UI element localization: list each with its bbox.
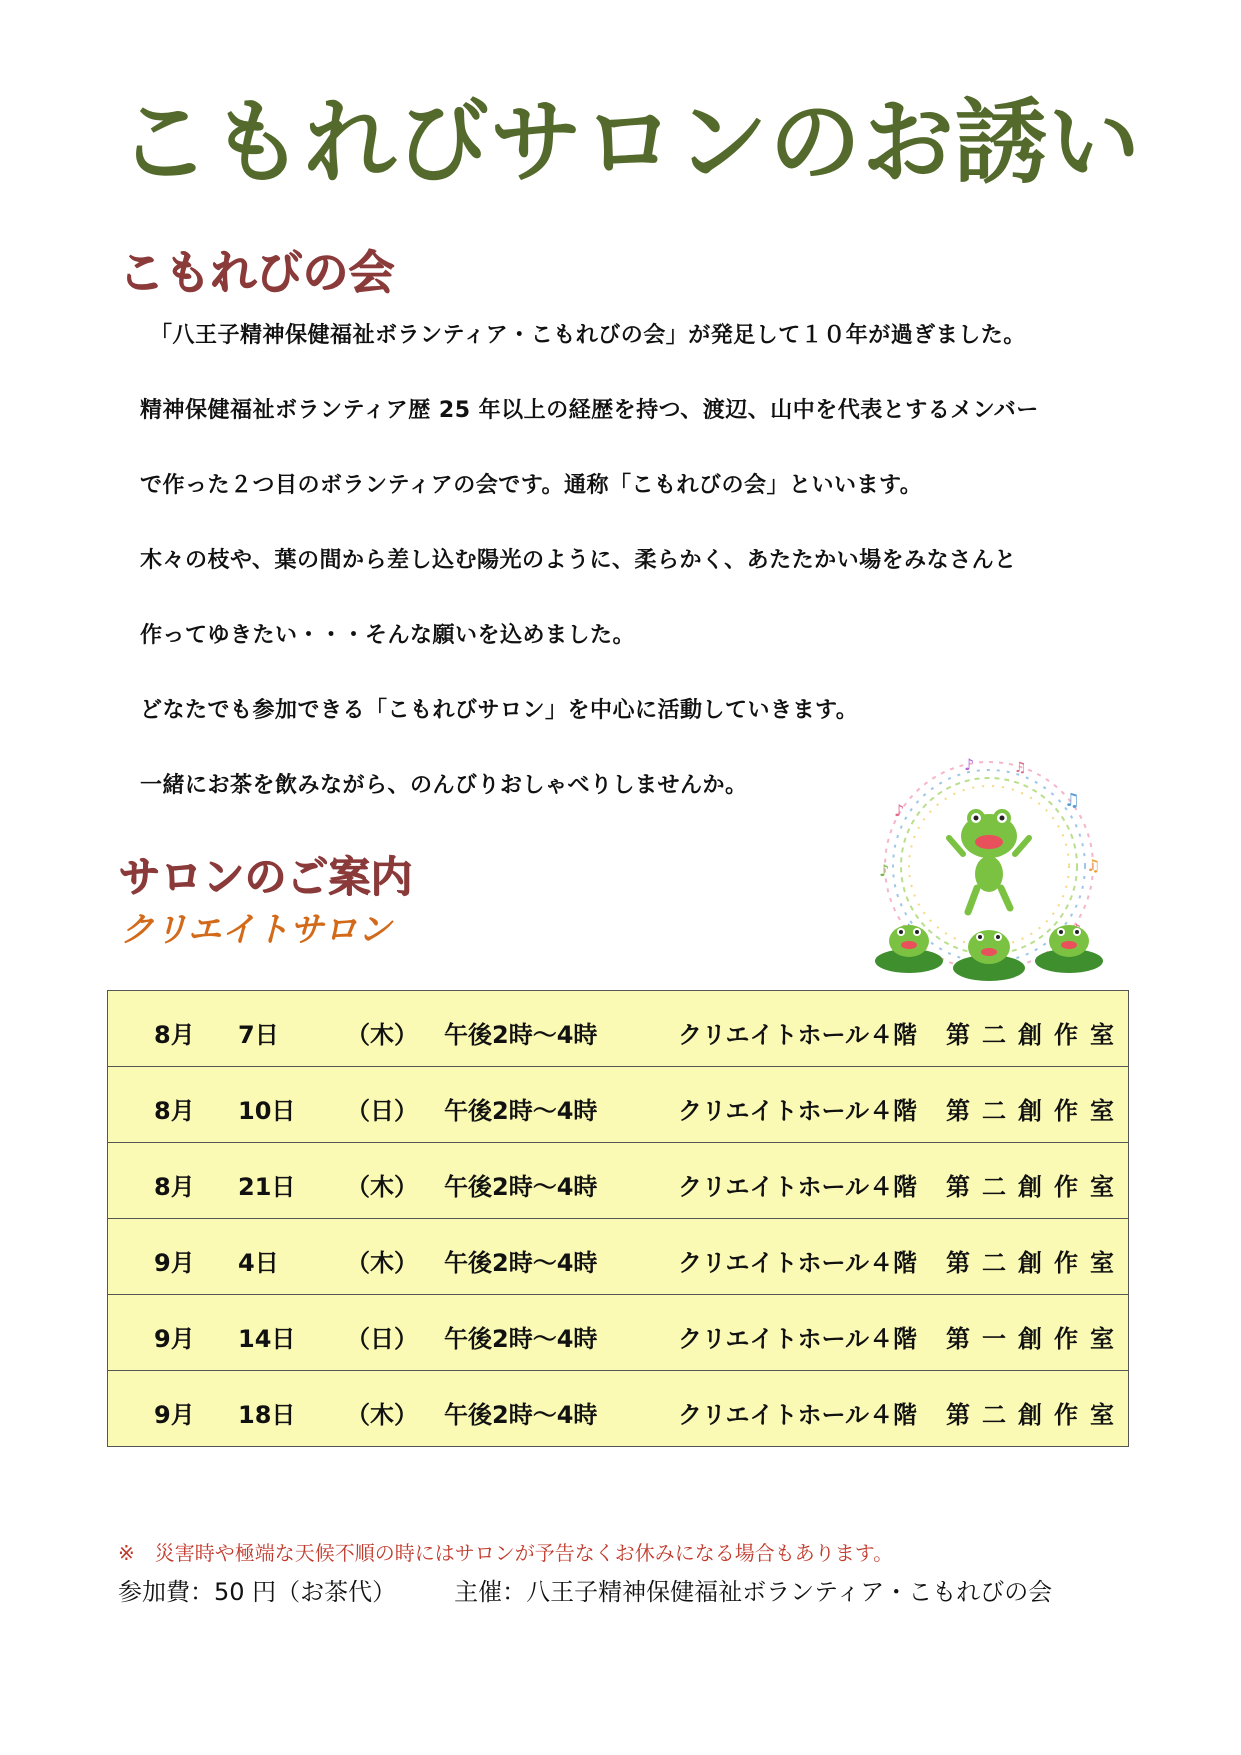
salon-subheading: クリエイトサロン xyxy=(120,910,392,950)
svg-text:♪: ♪ xyxy=(894,801,905,820)
schedule-weekday: （木） xyxy=(346,1249,418,1277)
schedule-place: クリエイトホール４階 xyxy=(678,1173,918,1201)
schedule-day: 4日 xyxy=(238,1249,279,1277)
schedule-room: 第二創作室 xyxy=(946,1097,1126,1125)
schedule-place: クリエイトホール４階 xyxy=(678,1401,918,1429)
disclaimer-note: ※ 災害時や極端な天候不順の時にはサロンが予告なくお休みになる場合もあります。 xyxy=(118,1541,894,1565)
schedule-weekday: （木） xyxy=(346,1021,418,1049)
table-row xyxy=(108,991,1129,1067)
svg-text:♫: ♫ xyxy=(1014,760,1027,776)
schedule-time: 午後2時～4時 xyxy=(444,1325,598,1353)
organizer-text: 主催：八王子精神保健福祉ボランティア・こもれびの会 xyxy=(454,1578,1053,1606)
schedule-weekday: （木） xyxy=(346,1401,418,1429)
salon-heading: サロンのご案内 xyxy=(118,852,413,901)
schedule-day: 14日 xyxy=(238,1325,296,1353)
schedule-time: 午後2時～4時 xyxy=(444,1173,598,1201)
table-row xyxy=(108,1371,1129,1447)
schedule-room: 第二創作室 xyxy=(946,1401,1126,1429)
schedule-place: クリエイトホール４階 xyxy=(678,1097,918,1125)
svg-text:♫: ♫ xyxy=(1086,856,1101,875)
svg-text:♪: ♪ xyxy=(964,756,975,774)
schedule-room: 第二創作室 xyxy=(946,1249,1126,1277)
intro-line: 精神保健福祉ボランティア歴 25 年以上の経歴を持つ、渡辺、山中を代表とするメンバー xyxy=(140,398,1039,423)
schedule-place: クリエイトホール４階 xyxy=(678,1021,918,1049)
schedule-time: 午後2時～4時 xyxy=(444,1401,598,1429)
schedule-room: 第二創作室 xyxy=(946,1021,1126,1049)
schedule-day: 18日 xyxy=(238,1401,296,1429)
schedule-month: 9月 xyxy=(154,1249,195,1277)
schedule-month: 8月 xyxy=(154,1021,195,1049)
schedule-time: 午後2時～4時 xyxy=(444,1021,598,1049)
table-row xyxy=(108,1295,1129,1371)
schedule-weekday: （日） xyxy=(346,1097,418,1125)
frog-choir-icon xyxy=(864,756,1114,996)
page-title: こもれびサロンのお誘い xyxy=(118,89,1142,196)
schedule-month: 8月 xyxy=(154,1173,195,1201)
table-row xyxy=(108,1219,1129,1295)
schedule-place: クリエイトホール４階 xyxy=(678,1249,918,1277)
table-row xyxy=(108,1143,1129,1219)
schedule-weekday: （木） xyxy=(346,1173,418,1201)
intro-line: どなたでも参加できる「こもれびサロン」を中心に活動していきます。 xyxy=(140,698,859,723)
schedule-table xyxy=(107,990,1129,1447)
schedule-month: 8月 xyxy=(154,1097,195,1125)
schedule-month: 9月 xyxy=(154,1401,195,1429)
schedule-room: 第二創作室 xyxy=(946,1173,1126,1201)
table-row xyxy=(108,1067,1129,1143)
intro-line: 一緒にお茶を飲みながら、のんびりおしゃべりしませんか。 xyxy=(140,773,748,798)
schedule-time: 午後2時～4時 xyxy=(444,1249,598,1277)
svg-text:♫: ♫ xyxy=(1064,790,1081,811)
fee-text: 参加費：50 円（お茶代） xyxy=(118,1578,397,1606)
intro-line: 木々の枝や、葉の間から差し込む陽光のように、柔らかく、あたたかい場をみなさんと xyxy=(140,548,1017,573)
schedule-time: 午後2時～4時 xyxy=(444,1097,598,1125)
schedule-place: クリエイトホール４階 xyxy=(678,1325,918,1353)
schedule-month: 9月 xyxy=(154,1325,195,1353)
svg-text:♪: ♪ xyxy=(879,861,890,880)
intro-line: 「八王子精神保健福祉ボランティア・こもれびの会」が発足して１０年が過ぎました。 xyxy=(150,323,1026,348)
schedule-weekday: （日） xyxy=(346,1325,418,1353)
footer xyxy=(118,1572,1052,1607)
intro-line: で作った２つ目のボランティアの会です。通称「こもれびの会」といいます。 xyxy=(140,473,923,498)
schedule-room: 第一創作室 xyxy=(946,1325,1126,1353)
schedule-day: 10日 xyxy=(238,1097,296,1125)
schedule-day: 21日 xyxy=(238,1173,296,1201)
intro-line: 作ってゆきたい・・・そんな願いを込めました。 xyxy=(140,623,636,648)
group-heading: こもれびの会 xyxy=(118,245,394,299)
schedule-day: 7日 xyxy=(238,1021,279,1049)
